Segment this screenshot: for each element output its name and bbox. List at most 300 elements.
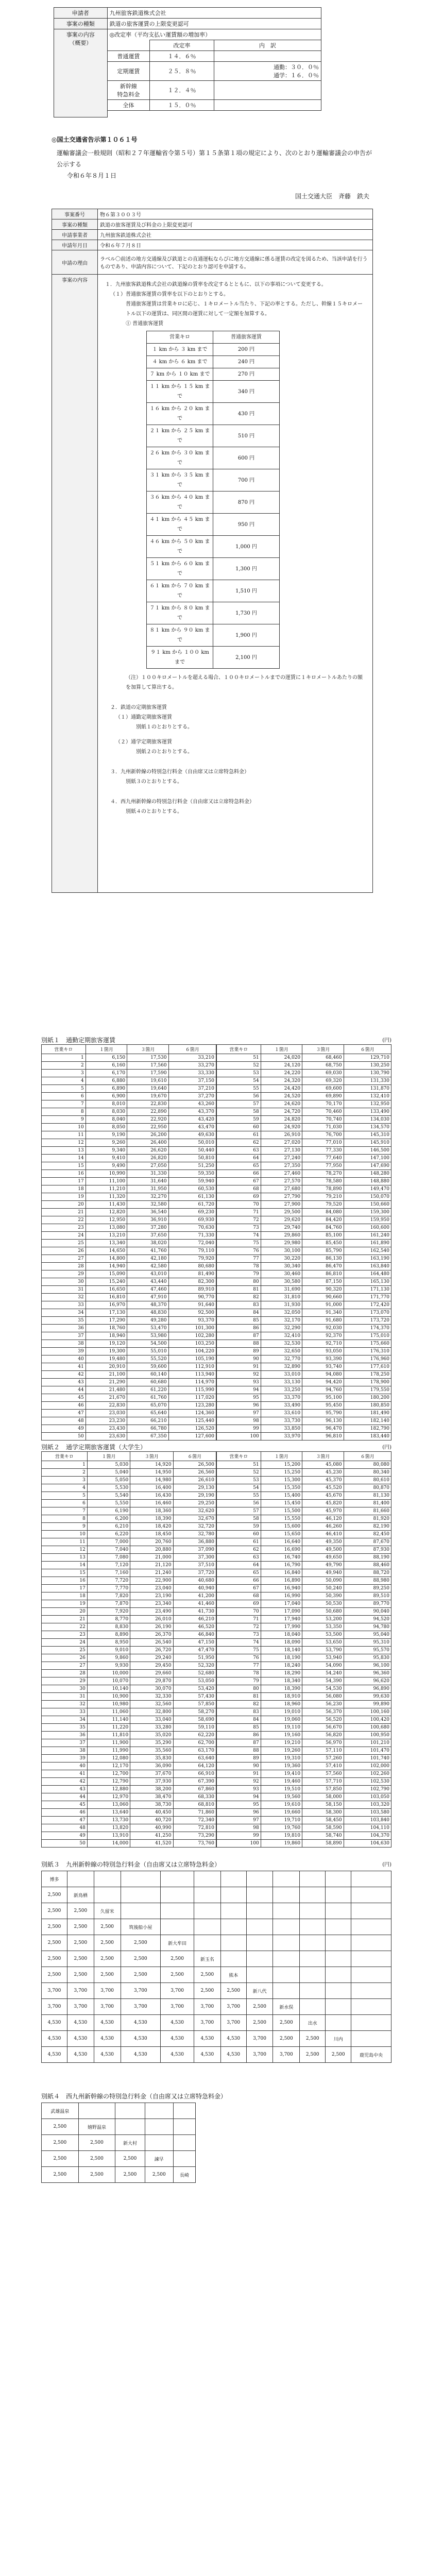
fare-cell: 21,240	[130, 1569, 173, 1577]
fare-cell: 85,790	[302, 1247, 344, 1255]
fare-cell	[300, 1935, 326, 1951]
fare-cell: 102,530	[344, 1778, 391, 1786]
table-row	[217, 1670, 391, 1677]
fare-cell: 26,540	[130, 1639, 173, 1647]
fare-cell	[351, 1871, 391, 1887]
fare-cell	[351, 1903, 391, 1919]
fare-cell: 15,350	[261, 1484, 302, 1492]
fare-cell: 49,280	[127, 1317, 168, 1325]
fare-cell: 18,140	[261, 1647, 302, 1654]
fare-cell: 56,670	[302, 1724, 344, 1732]
km-cell: 89	[217, 1348, 261, 1355]
fare-cell: 37,720	[173, 1569, 216, 1577]
km-cell: 63	[217, 1147, 261, 1155]
annex-header: ３箇月	[302, 1452, 344, 1461]
table-row	[42, 1461, 216, 1469]
table-row	[42, 1294, 216, 1301]
fare-cell: 19,310	[261, 1755, 302, 1762]
km-cell: 17	[42, 1178, 86, 1185]
fare-cell: 79,520	[302, 1201, 344, 1209]
summary-table	[54, 7, 321, 117]
table-row	[42, 1425, 216, 1433]
annex-header: ６箇月	[173, 1452, 216, 1461]
table-row	[217, 1209, 391, 1216]
km-cell: 45	[42, 1801, 88, 1809]
fare-cell: 2,500	[42, 1903, 67, 1919]
table-row	[217, 1216, 391, 1224]
applicant-value: 九州旅客鉄道株式会社	[107, 8, 321, 19]
fare-cell: 57,710	[302, 1778, 344, 1786]
fare-cell: 17,940	[261, 1616, 302, 1623]
detail-date-label: 申請年月日	[52, 240, 98, 250]
fare-cell: 19,670	[127, 1093, 168, 1100]
km-cell: 32	[42, 1294, 86, 1301]
fare-cell: 18,360	[130, 1507, 173, 1515]
km-cell: 30	[42, 1685, 88, 1693]
fare-cell: 159,950	[344, 1216, 391, 1224]
table-row	[42, 1317, 216, 1325]
fare-cell: 132,950	[344, 1100, 391, 1108]
fare-cell	[161, 1919, 194, 1935]
table-row	[42, 1155, 216, 1162]
table-row	[42, 1301, 216, 1309]
km-cell: 70	[217, 1201, 261, 1209]
table-row	[42, 1724, 216, 1732]
km-cell: 34	[42, 1716, 88, 1724]
fare-cell: 46,260	[302, 1523, 344, 1531]
fare-cell: 18,450	[130, 1531, 173, 1538]
km-cell: 31	[42, 1286, 86, 1294]
fare-cell: 3,700	[94, 1999, 121, 2015]
fare-cell: 27,900	[261, 1201, 302, 1209]
fare-cell: 175,010	[344, 1332, 391, 1340]
fare-cell: 103,320	[344, 1801, 391, 1809]
km-cell: 7	[42, 1100, 86, 1108]
table-row	[217, 1332, 391, 1340]
km-cell: 46	[42, 1402, 86, 1410]
fare-amount: 270 円	[213, 368, 280, 381]
fare-cell	[194, 1887, 220, 1903]
km-cell: 95	[217, 1801, 261, 1809]
fare-cell: 40,450	[130, 1809, 173, 1817]
fare-cell: 176,310	[344, 1348, 391, 1355]
fare-row	[147, 580, 280, 602]
fare-cell	[300, 1983, 326, 1999]
fare-cell	[173, 2151, 195, 2167]
reason-value: ラベル〇前述の地方交通線及び鉄道との直通運転ならびに地方交通線に係る運賃の改定を図るため、当該申請を行うものであり、申請内容について、下記のとおり認可を申請する。	[98, 250, 373, 275]
fare-cell: 173,720	[344, 1317, 391, 1325]
fare-cell: 183,440	[344, 1433, 391, 1440]
fare-cell: 18,290	[261, 1670, 302, 1677]
fare-cell: 7,000	[87, 1538, 130, 1546]
fare-cell: 51,250	[168, 1162, 216, 1170]
fare-cell: 4,530	[67, 2015, 94, 2031]
fare-cell: 3,700	[67, 1983, 94, 1999]
fare-cell: 4,530	[220, 2031, 246, 2047]
table-row	[42, 1070, 216, 1077]
fare-cell: 19,460	[261, 1778, 302, 1786]
fare-cell: 27,240	[261, 1155, 302, 1162]
km-cell: 76	[217, 1654, 261, 1662]
fare-cell: 91,340	[302, 1309, 344, 1317]
fare-cell: 18,190	[261, 1654, 302, 1662]
fare-cell: 175,660	[344, 1340, 391, 1348]
rate-row-detail: 通勤：３０．０％ 通学：１６．０％	[214, 62, 321, 81]
fare-cell: 96,130	[302, 1417, 344, 1425]
fare-cell: 104,110	[344, 1824, 391, 1832]
matrix-row	[42, 1999, 391, 2015]
fare-cell: 2,500	[194, 1967, 220, 1983]
fare-cell: 68,810	[173, 1801, 216, 1809]
table-row	[217, 1162, 391, 1170]
fare-cell: 58,690	[173, 1716, 216, 1724]
fare-cell: 8,010	[86, 1100, 127, 1108]
km-cell: 67	[217, 1585, 261, 1592]
km-cell: 62	[217, 1546, 261, 1554]
fare-cell: 93,050	[302, 1348, 344, 1355]
fare-cell	[326, 1951, 351, 1967]
fare-cell: 53,500	[302, 1631, 344, 1639]
fare-cell: 22,890	[127, 1108, 168, 1116]
fare-cell: 2,500	[94, 1935, 121, 1951]
annex3-section	[0, 1860, 426, 2063]
fare-cell: 2,500	[42, 1951, 67, 1967]
km-cell: 70	[217, 1608, 261, 1616]
fare-cell: 69,230	[168, 1209, 216, 1216]
fare-cell: 27,020	[261, 1139, 302, 1147]
fare-cell: 36,880	[173, 1538, 216, 1546]
fare-cell: 2,500	[94, 1919, 121, 1935]
fare-cell	[220, 1919, 246, 1935]
fare-cell: 9,010	[87, 1647, 130, 1654]
table-row	[217, 1379, 391, 1386]
fare-cell: 32,580	[127, 1201, 168, 1209]
fare-cell: 47,460	[127, 1286, 168, 1294]
table-row	[42, 1531, 216, 1538]
fare-cell	[194, 1919, 220, 1935]
table-row	[42, 1500, 216, 1507]
fare-cell: 104,370	[344, 1832, 391, 1840]
fare-cell: 100,420	[344, 1716, 391, 1724]
fare-cell: 59,350	[168, 1170, 216, 1178]
table-row	[217, 1363, 391, 1371]
fare-cell: 15,090	[86, 1270, 127, 1278]
km-cell: 93	[217, 1786, 261, 1793]
fare-cell: 56,080	[302, 1693, 344, 1701]
fare-cell: 15,250	[261, 1469, 302, 1477]
km-cell: 79	[217, 1677, 261, 1685]
fare-cell	[145, 2103, 173, 2119]
fare-row	[147, 344, 280, 356]
km-cell: 97	[217, 1817, 261, 1824]
fare-row	[147, 558, 280, 580]
applicant-label: 申請者	[54, 8, 108, 19]
table-row	[42, 1093, 216, 1100]
fare-cell: 32,620	[173, 1507, 216, 1515]
table-row	[42, 1379, 216, 1386]
fare-cell: 92,710	[302, 1340, 344, 1348]
fare-cell: 7,040	[87, 1546, 130, 1554]
annex-header: ６箇月	[344, 1452, 391, 1461]
fare-cell: 11,220	[87, 1724, 130, 1732]
fare-cell: 4,530	[94, 2015, 121, 2031]
fare-cell: 81,490	[168, 1270, 216, 1278]
km-cell: 11	[42, 1131, 86, 1139]
item2a-body: 別紙１のとおりとする。	[136, 724, 193, 730]
fare-cell	[115, 2103, 145, 2119]
fare-cell: 49,940	[302, 1569, 344, 1577]
fare-cell: 17,090	[261, 1608, 302, 1616]
table-row	[42, 1670, 216, 1677]
fare-cell: 32,770	[261, 1355, 302, 1363]
fare-cell: 165,130	[344, 1278, 391, 1286]
fare-cell: 26,720	[130, 1647, 173, 1654]
fare-cell: 56,370	[302, 1708, 344, 1716]
fare-cell: 6,900	[86, 1093, 127, 1100]
fare-cell: 18,910	[261, 1693, 302, 1701]
fare-cell: 29,500	[261, 1209, 302, 1216]
fare-cell: 26,560	[173, 1469, 216, 1477]
fare-cell: 45,520	[302, 1484, 344, 1492]
fare-cell: 30,220	[261, 1255, 302, 1263]
km-cell: 22	[42, 1216, 86, 1224]
table-row	[217, 1325, 391, 1332]
fare-cell: 63,170	[173, 1747, 216, 1755]
km-cell: 14	[42, 1562, 88, 1569]
table-row	[217, 1523, 391, 1531]
fare-cell: 134,570	[344, 1124, 391, 1131]
fare-cell: 21,670	[86, 1394, 127, 1402]
table-row	[217, 1131, 391, 1139]
km-cell: 15	[42, 1569, 88, 1577]
fare-cell: 46,210	[173, 1616, 216, 1623]
item4: ４．西九州新幹線の特別急行料金（自由席又は立席特急料金）	[110, 799, 254, 805]
fare-cell: 14,980	[130, 1477, 173, 1484]
table-row	[42, 1523, 216, 1531]
station-name: 久留米	[94, 1903, 121, 1919]
fare-cell: 89,250	[344, 1585, 391, 1592]
table-row	[42, 1793, 216, 1801]
table-row	[42, 1077, 216, 1085]
km-cell: 72	[217, 1623, 261, 1631]
fare-cell: 70,170	[302, 1100, 344, 1108]
fare-cell: 95,310	[344, 1639, 391, 1647]
fare-cell: 38,020	[127, 1240, 168, 1247]
fare-cell: 71,030	[302, 1124, 344, 1131]
fare-cell: 88,980	[344, 1577, 391, 1585]
fare-cell: 2,500	[145, 2167, 173, 2183]
fare-cell: 161,240	[344, 1232, 391, 1240]
fare-cell: 2,500	[115, 2167, 145, 2183]
fare-cell: 54,090	[302, 1662, 344, 1670]
table-row	[42, 1747, 216, 1755]
table-row	[217, 1546, 391, 1554]
fare-cell: 5,030	[87, 1461, 130, 1469]
fare-cell: 78,270	[302, 1170, 344, 1178]
fare-cell: 3,700	[194, 2015, 220, 2031]
km-cell: 25	[42, 1647, 88, 1654]
fare-cell	[273, 1887, 300, 1903]
annex-header: １箇月	[261, 1452, 302, 1461]
matrix-row	[42, 2135, 196, 2151]
fare-cell: 7,770	[87, 1585, 130, 1592]
annex-header: １箇月	[86, 1045, 127, 1054]
fare-cell: 95,450	[302, 1402, 344, 1410]
fare-cell: 68,330	[173, 1793, 216, 1801]
fare-cell: 182,790	[344, 1425, 391, 1433]
table-row	[42, 1062, 216, 1070]
station-name: 博多	[42, 1871, 67, 1887]
fare-cell: 94,420	[302, 1379, 344, 1386]
km-cell: 61	[217, 1131, 261, 1139]
table-row	[42, 1732, 216, 1739]
table-row	[217, 1070, 391, 1077]
fare-cell: 12,170	[87, 1762, 130, 1770]
fare-cell: 20,760	[130, 1538, 173, 1546]
fare-cell: 13,210	[86, 1232, 127, 1240]
fare-cell: 59,940	[168, 1178, 216, 1185]
fare-cell: 19,760	[261, 1824, 302, 1832]
fare-cell: 73,760	[173, 1840, 216, 1848]
fare-cell: 2,500	[42, 1967, 67, 1983]
fare-cell: 41,760	[127, 1247, 168, 1255]
fare-cell: 26,910	[261, 1131, 302, 1139]
fare-amount: 240 円	[213, 356, 280, 368]
fare-cell: 38,200	[130, 1786, 173, 1793]
fare-cell: 6,170	[86, 1070, 127, 1077]
annex1-section	[0, 1036, 426, 1440]
fare-cell: 11,100	[86, 1178, 127, 1185]
table-row	[42, 1131, 216, 1139]
fare-cell: 16,810	[86, 1294, 127, 1301]
fare-cell: 21,100	[86, 1371, 127, 1379]
table-row	[217, 1077, 391, 1085]
fare-cell	[351, 1887, 391, 1903]
fare-cell	[161, 1871, 194, 1887]
fare-cell: 19,610	[127, 1077, 168, 1085]
fare-cell: 32,170	[261, 1317, 302, 1325]
table-row	[217, 1124, 391, 1131]
fare-cell: 26,200	[127, 1131, 168, 1139]
fare-cell: 57,560	[302, 1770, 344, 1778]
fare-cell	[300, 1951, 326, 1967]
fare-cell: 17,590	[127, 1070, 168, 1077]
fare-cell: 16,840	[261, 1569, 302, 1577]
item1: （１）普通旅客運賃の賃率を以下のとおりとする。	[110, 292, 229, 297]
table-row	[217, 1294, 391, 1301]
km-cell: 73	[217, 1631, 261, 1639]
table-row	[217, 1515, 391, 1523]
fare-cell: 95,100	[302, 1394, 344, 1402]
fare-cell: 129,710	[344, 1054, 391, 1062]
fare-cell: 30,100	[261, 1247, 302, 1255]
table-row	[42, 1755, 216, 1762]
fare-cell	[220, 1887, 246, 1903]
fare-cell: 32,050	[261, 1309, 302, 1317]
km-cell: 94	[217, 1793, 261, 1801]
km-cell: 95	[217, 1394, 261, 1402]
km-cell: 48	[42, 1417, 86, 1425]
km-cell: 2	[42, 1062, 86, 1070]
col-rate-header: 改定率	[150, 40, 214, 51]
fare-cell: 173,070	[344, 1309, 391, 1317]
fare-cell: 15,650	[261, 1531, 302, 1538]
table-row	[42, 1840, 216, 1848]
fare-cell: 96,890	[344, 1685, 391, 1693]
fare-cell	[273, 1919, 300, 1935]
fare-km: １ km から ３ km まで	[147, 344, 213, 356]
km-cell: 8	[42, 1515, 88, 1523]
fare-cell: 50,530	[302, 1600, 344, 1608]
fare-cell: 103,840	[344, 1817, 391, 1824]
fare-cell: 32,890	[261, 1363, 302, 1371]
fare-cell: 3,700	[42, 1983, 67, 1999]
fare-cell: 53,420	[173, 1685, 216, 1693]
fare-cell: 60,680	[127, 1379, 168, 1386]
table-row	[42, 1085, 216, 1093]
table-row	[217, 1054, 391, 1062]
content-label	[54, 29, 108, 117]
fare-row	[147, 514, 280, 536]
fare-cell: 31,950	[127, 1185, 168, 1193]
fare-cell: 15,550	[261, 1515, 302, 1523]
fare-cell: 16,650	[86, 1286, 127, 1294]
table-row	[42, 1577, 216, 1585]
km-cell: 12	[42, 1139, 86, 1147]
km-cell: 67	[217, 1178, 261, 1185]
fare-cell: 65,070	[127, 1402, 168, 1410]
km-cell: 36	[42, 1325, 86, 1332]
fare-cell	[351, 2031, 391, 2047]
fare-cell: 16,890	[261, 1577, 302, 1585]
fare-cell: 94,520	[344, 1616, 391, 1623]
fare-cell: 12,950	[86, 1216, 127, 1224]
item3: ３．九州新幹線の特別急行料金（自由席又は立席特急料金）	[110, 769, 249, 775]
fare-cell: 9,340	[86, 1147, 127, 1155]
fare-cell	[173, 2103, 195, 2119]
fare-cell	[246, 1919, 273, 1935]
table-row	[217, 1247, 391, 1255]
fare-cell: 181,490	[344, 1410, 391, 1417]
table-row	[42, 1716, 216, 1724]
fare-cell: 19,260	[261, 1747, 302, 1755]
fare-cell: 53,350	[302, 1623, 344, 1631]
fare-cell: 115,990	[168, 1386, 216, 1394]
km-cell: 96	[217, 1809, 261, 1817]
km-cell: 47	[42, 1410, 86, 1417]
table-row	[42, 1278, 216, 1286]
fare-cell: 2,500	[67, 1935, 94, 1951]
fare-cell: 13,910	[87, 1832, 130, 1840]
notice-section	[0, 134, 426, 200]
fare-cell: 79,110	[168, 1247, 216, 1255]
fare-cell: 37,510	[173, 1562, 216, 1569]
fare-cell: 55,010	[127, 1348, 168, 1355]
fare-cell: 57,850	[173, 1701, 216, 1708]
fare-cell: 14,800	[86, 1255, 127, 1263]
fare-cell: 58,150	[302, 1801, 344, 1809]
fare-cell: 2,500	[42, 1935, 67, 1951]
fare-cell: 103,050	[344, 1793, 391, 1801]
fare-cell: 124,360	[168, 1410, 216, 1417]
detail-section	[0, 209, 426, 893]
table-row	[217, 1193, 391, 1201]
rate-row-value: １５．０％	[150, 100, 214, 111]
km-cell: 44	[42, 1793, 88, 1801]
fare-cell: 8,030	[86, 1108, 127, 1116]
annex-header: 営業キロ	[217, 1045, 261, 1054]
fare-cell	[194, 1903, 220, 1919]
